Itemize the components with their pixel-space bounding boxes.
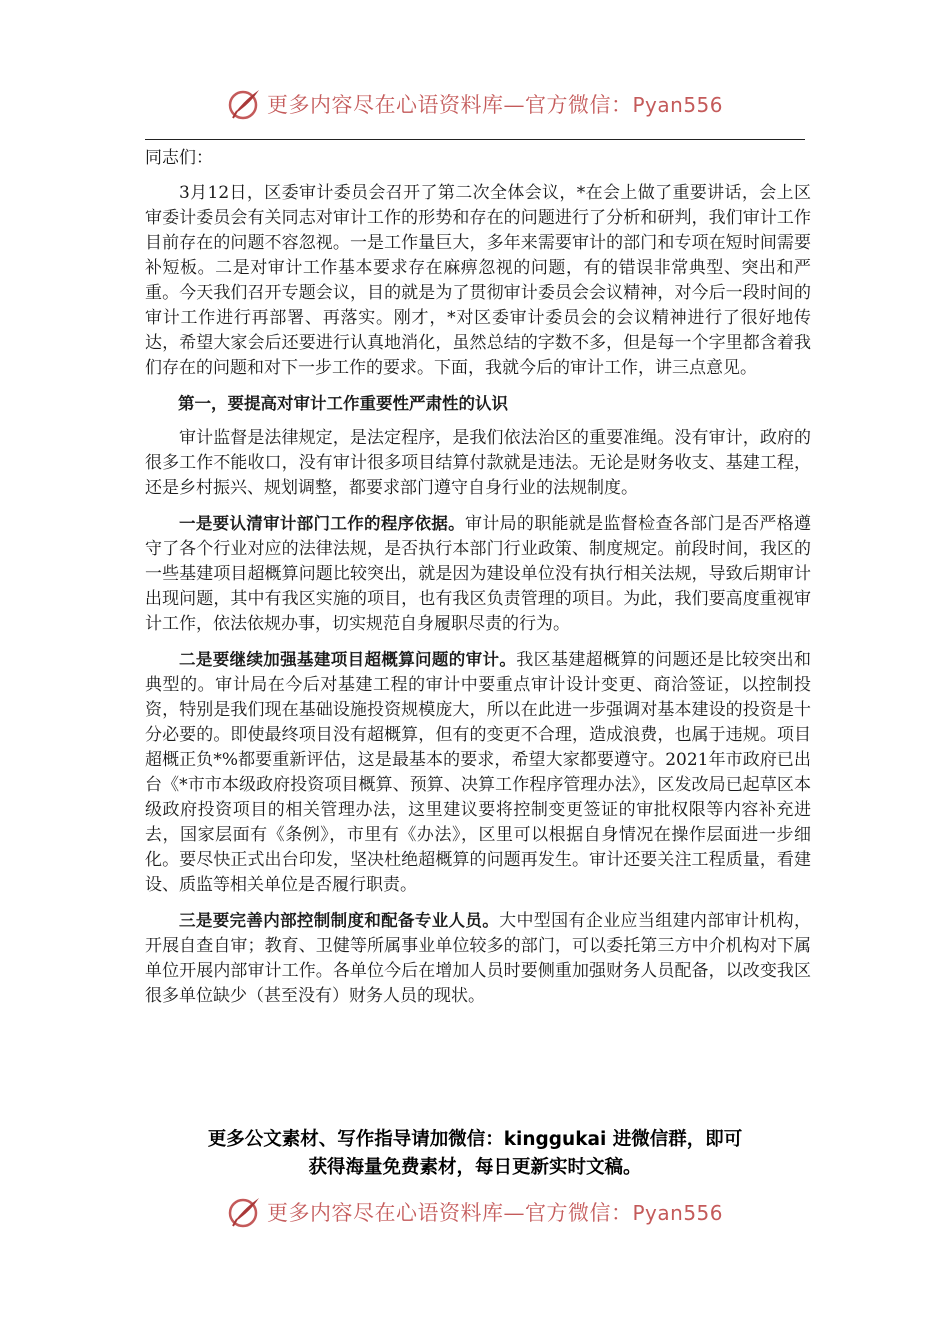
salutation: 同志们： (145, 148, 213, 168)
promo-line-2: 获得海量免费素材，每日更新实时文稿。 (308, 1157, 642, 1178)
header-wechat-handle: Pyan556 (632, 93, 723, 117)
feather-pen-logo-icon (227, 1195, 261, 1229)
footer-banner-text: 更多内容尽在心语资料库—官方微信：Pyan556 (266, 1201, 723, 1225)
point3-paragraph (145, 908, 811, 1009)
section1-heading: 第一，要提高对审计工作重要性严肃性的认识 (178, 394, 508, 413)
footer-banner (0, 1192, 950, 1232)
point3-body: 大中型国有企业应当组建内部审计机构，开展自查自审；教育、卫健等所属事业单位较多的部门，可以委托第三方中介机构对下属单位开展内部审计工作。各单位今后在增加人员时要侧重加强财务人员配备，以改变我区很多单位缺少（甚至没有）财务人员的现状。 (145, 911, 812, 1006)
header-banner (0, 84, 950, 124)
document-body (145, 146, 811, 1009)
point1-paragraph (145, 511, 811, 637)
header-divider (145, 139, 805, 140)
promo-notice (0, 1126, 950, 1182)
point2-lead: 二是要继续加强基建项目超概算问题的审计。 (179, 650, 517, 669)
promo-line-1: 更多公文素材、写作指导请加微信：kinggukai 进微信群，即可 (207, 1129, 743, 1150)
point2-body: 我区基建超概算的问题还是比较突出和典型的。审计局在今后对基建工程的审计中要重点审计设计变更、商洽签证，以控制投资，特别是我们现在基础设施投资规模庞大，所以在此进一步强调对基本建设的投资是十分必要的。即使最终项目没有超概算，但有的变更不合理，造成浪费，也属于违规。项目超概正负*%都要重新评估，这是最基本的要求，希望大家都要遵守。2021年市政府已出台《*市市本级政府投资项目概算、预算、决算工作程序管理办法》，区发改局已起草区本级政府投资项目的相关管理办法，这里建议要将控制变更签证的审批权限等内容补充进去，国家层面有《条例》，市里有《办法》，区里可以根据自身情况在操作层面进一步细化。要尽快正式出台印发，坚决杜绝超概算的问题再发生。审计还要关注工程质量，看建设、质监等相关单位是否履行职责。 (145, 650, 812, 895)
footer-wechat-handle: Pyan556 (632, 1201, 723, 1225)
point2-paragraph (145, 647, 811, 898)
point1-lead: 一是要认清审计部门工作的程序依据。 (179, 514, 465, 533)
feather-pen-logo-icon (227, 87, 261, 121)
point3-lead: 三是要完善内部控制制度和配备专业人员。 (179, 911, 500, 930)
section1-paragraph: 审计监督是法律规定，是法定程序，是我们依法治区的重要准绳。没有审计，政府的很多工作不能收口，没有审计很多项目结算付款就是违法。无论是财务收支、基建工程，还是乡村振兴、规划调整，都要求部门遵守自身行业的法规制度。 (145, 428, 811, 498)
header-banner-text: 更多内容尽在心语资料库—官方微信：Pyan556 (266, 93, 723, 117)
point1-body: 审计局的职能就是监督检查各部门是否严格遵守了各个行业对应的法律法规，是否执行本部门行业政策、制度规定。前段时间，我区的一些基建项目超概算问题比较突出，就是因为建设单位没有执行相关法规，导致后期审计出现问题，其中有我区实施的项目，也有我区负责管理的项目。为此，我们要高度重视审计工作，依法依规办事，切实规范自身履职尽责的行为。 (145, 514, 812, 634)
intro-paragraph: 3月12日，区委审计委员会召开了第二次全体会议，*在会上做了重要讲话，会上区审委计委员会有关同志对审计工作的形势和存在的问题进行了分析和研判，我们审计工作目前存在的问题不容忽视。一是工作量巨大，多年来需要审计的部门和专项在短时间需要补短板。二是对审计工作基本要求存在麻痹忽视的问题，有的错误非常典型、突出和严重。今天我们召开专题会议，目的就是为了贯彻审计委员会会议精神，对今后一段时间的审计工作进行再部署、再落实。刚才，*对区委审计委员会的会议精神进行了很好地传达，希望大家会后还要进行认真地消化，虽然总结的字数不多，但是每一个字里都含着我们存在的问题和对下一步工作的要求。下面，我就今后的审计工作，讲三点意见。 (145, 183, 811, 378)
